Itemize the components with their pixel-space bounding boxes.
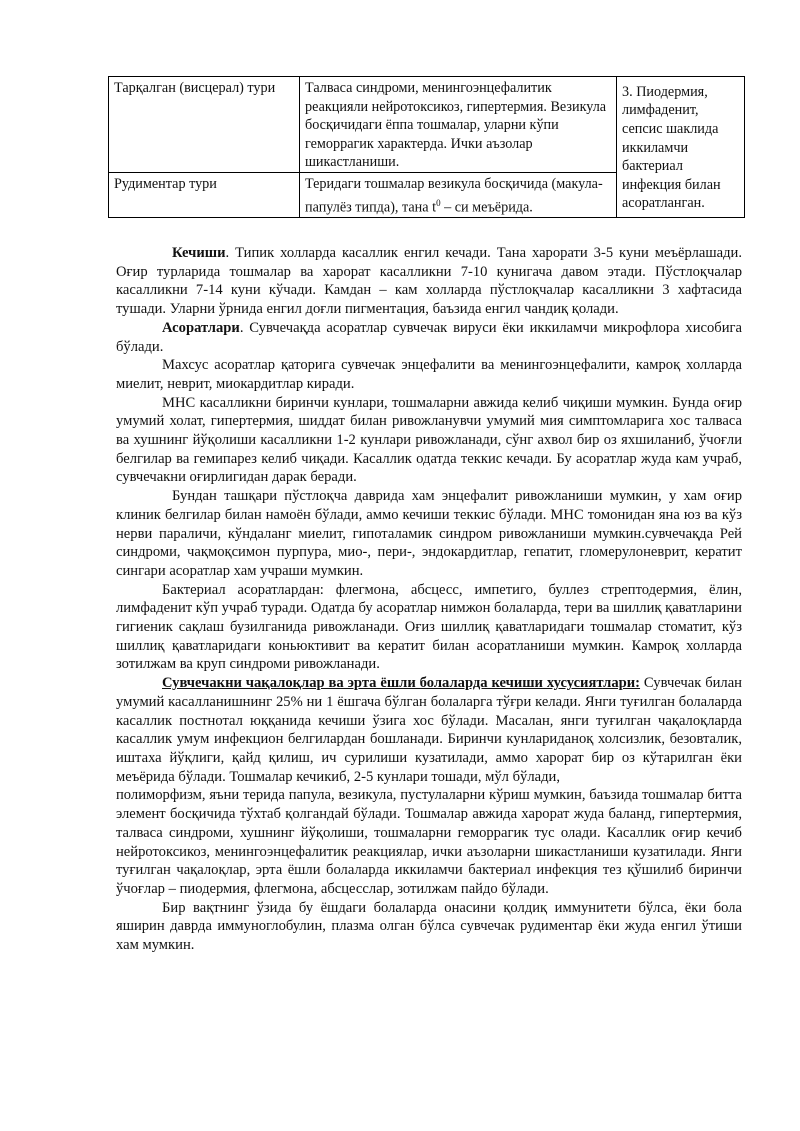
table-row [109,77,745,173]
table-cell-description [300,172,617,217]
paragraph-infants [116,674,742,786]
heading-infants: Сувчечакни чақалоқлар ва эрта ёшли болаларда кечиши хусусиятлари: [162,675,641,692]
table-cell-type: Рудиментар тури [109,172,300,217]
paragraph-immunity: Бир вақтнинг ўзида бу ёшдаги болаларда онасини қолдиқ иммунитети бўлса, ёки бола яширин даврда иммуноглобулин, плазма олган бўлса сувчечак рудиментар ёки жуда енгил ўтиши хам мумкин. [116,899,742,954]
paragraph-text: Сувчечак билан умумий касалланишнинг 25% ни 1 ёшгача бўлган болаларга тўғри келади. Янги туғилган болаларда касаллик постнотал юққанида кечиши ўзига хос бўлади. Масалан, янги туғилган чақалоқларда касаллик умум инфекцион белгилардан бошланади. Биринчи кунлариданоқ холсизлик, безовталик, иштаха йўқлиги, қайд қилиш, ич сурилиши кузатилади, аммо харорат бир оз кўтарилган ёки меъёрида бўлади. Тошмалар кечикиб, 2-5 кунлари тошади, мўл бўлади, [116,675,742,785]
paragraph-cns: МНС касалликни биринчи кунлари, тошмаларни авжида келиб чиқиши мумкин. Бунда оғир умумий холат, гипертермия, шиддат билан ривожланувчи умумий мия симптомларига хос талваса ва хушнинг йўқолиши касалликни 1-2 кунлари ривожланади, сўнг ахвол бир оз яхшиланиб, ўчоғли белгилар ва гемипарез келиб чиқади. Касаллик одатда теккис кечади. Бу асоратлар жуда кам учраб, сувчечакни оғирлигидан дарак беради. [116,394,742,486]
description-text: – си меъёрида. [440,199,533,216]
paragraph-course [116,244,742,319]
degree-superscript: 0 [436,197,441,208]
heading-complications: Асоратлари [162,319,240,336]
paragraph-polymorphism: полиморфизм, яъни терида папула, везикула, пустулаларни кўриш мумкин, баъзида тошмалар битта элемент босқичида тўхтаб қолгандай бўлади. Тошмалар авжида харорат жуда баланд, гипертермия, талваса синдроми, хушнинг йўқолиши, тошмаларни геморрагик тус олади. Касаллик оғир кечиб нейротоксикоз, менингоэнцефалитик реакциялар, ички аъзоларни шикастланиши кузатилади. Янги туғилган чақалоқлар, эрта ёшли болаларда иккиламчи бактериал инфекция тез қўшилиб биринчи ўчоғлар – пиодермия, флегмона, абсцесслар, зотилжам пайдо бўлади. [116,787,742,897]
paragraph-text: . Сувчечақда асоратлар сувчечак вируси ёки иккиламчи микрофлора хисобига бўлади. [116,319,742,355]
paragraph-bacterial: Бактериал асоратлардан: флегмона, абсцесс, импетиго, буллез стрептодермия, ёлин, лимфаденит кўп учраб туради. Одатда бу асоратлар нимжон болаларда, тери ва шиллиқ қаватларини гигиеник сақлаш бузилганида ривожланади. Оғиз шиллиқ қаватларидаги тошмалар стоматит, кўз шиллиқ қаватларидаги коньюктивит ва кератит билан асоратланиши мумкин. Камроқ холларда зотилжам ва круп синдроми ривожланади. [116,581,742,673]
table-cell-description: Талваса синдроми, менингоэнцефалитик реакцияли нейротоксикоз, гипертермия. Везикула босқичидаги ёппа тошмалар, уларни кўпи геморрагик характерда. Ички аъзолар шикастланиши. [300,77,617,173]
table-cell-type: Тарқалган (висцерал) тури [109,77,300,173]
clinical-forms-table [108,76,745,218]
body-text [116,244,742,955]
paragraph-text: . Типик холларда касаллик енгил кечади. Тана харорати 3-5 куни меъёрлашади. Оғир турларида тошмалар ва харорат касалликни 7-10 кунигача давом этади. Пўстлоқчалар касалликни 7-14 куни кўчади. Камдан – кам холларда пўстлоқчалар касалликни 3 хафтасида тушади. Уларни ўрнида енгил доғли пигментация, баъзида енгил чандиқ қолади. [116,245,742,318]
paragraph-encephalitis: Бундан ташқари пўстлоқча даврида хам энцефалит ривожланиши мумкин, у хам оғир клиник белгилар билан намоён бўлади, аммо кечиши теккис бўлади. МНС томонидан яна юз ва кўз нерви параличи, кўндаланг миелит, гипоталамик синдром ривожланиши мумкин.сувчечақда Рей синдроми, чақмоқсимон пурпура, мио-, пери-, эндокардитлар, гепатит, гломерулоневрит, кератит сингари асоратлар хам учраши мумкин. [116,488,742,579]
paragraph-specific-complications: Махсус асоратлар қаторига сувчечак энцефалити ва менингоэнцефалити, камроқ холларда миелит, неврит, миокардитлар киради. [116,357,742,392]
heading-course: Кечиши [172,245,226,261]
table-cell-complication: 3. Пиодермия, лимфаденит, сепсис шаклида иккиламчи бактериал инфекция билан асоратланган. [617,77,745,218]
description-text: Теридаги тошмалар везикула босқичида (макула- папулёз типда), тана t [305,175,603,216]
paragraph-complications [116,319,742,356]
